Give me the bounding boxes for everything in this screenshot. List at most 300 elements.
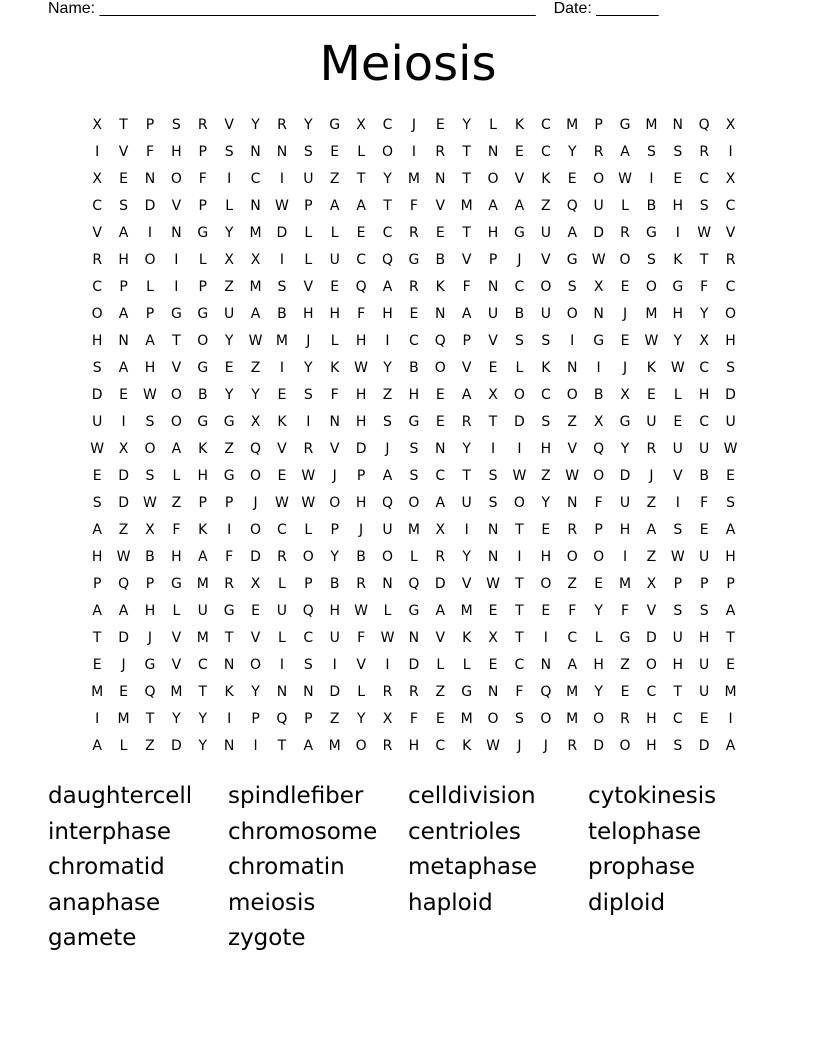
- grid-letter: A: [725, 738, 736, 754]
- grid-letter: K: [514, 117, 525, 133]
- grid-letter: L: [225, 198, 234, 214]
- grid-letter: O: [593, 711, 605, 727]
- grid-letter: A: [250, 306, 261, 322]
- grid-letter: E: [541, 522, 551, 538]
- grid-letter: R: [382, 684, 393, 700]
- grid-letter: O: [725, 306, 737, 322]
- grid-letter: P: [304, 198, 313, 214]
- grid-letter: X: [118, 441, 129, 457]
- grid-letter: A: [620, 144, 630, 160]
- grid-letter: A: [435, 495, 446, 511]
- grid-letter: N: [435, 441, 446, 457]
- grid-letter: U: [619, 495, 631, 511]
- word-bank-row: [48, 922, 768, 958]
- grid-row: [84, 654, 744, 681]
- grid-letter: R: [409, 279, 419, 295]
- grid-letter: H: [408, 738, 420, 754]
- grid-letter: O: [250, 468, 262, 484]
- grid-letter: O: [408, 495, 420, 511]
- grid-letter: O: [434, 360, 446, 376]
- grid-letter: N: [487, 549, 499, 565]
- grid-letter: E: [515, 144, 524, 160]
- grid-letter: O: [144, 252, 156, 268]
- grid-letter: I: [596, 360, 601, 376]
- grid-letter: I: [174, 252, 179, 268]
- grid-letter: L: [515, 360, 524, 376]
- grid-letter: W: [512, 468, 527, 484]
- grid-letter: L: [172, 468, 181, 484]
- grid-letter: P: [198, 495, 207, 511]
- grid-letter: C: [540, 144, 551, 160]
- grid-letter: I: [728, 144, 733, 160]
- grid-letter: D: [250, 549, 261, 565]
- grid-letter: S: [699, 603, 709, 619]
- grid-letter: T: [699, 252, 709, 268]
- grid-letter: C: [303, 630, 314, 646]
- grid-letter: R: [593, 144, 604, 160]
- grid-letter: T: [515, 522, 524, 538]
- grid-letter: M: [566, 684, 579, 700]
- grid-letter: U: [672, 630, 683, 646]
- grid-letter: O: [540, 576, 552, 592]
- grid-letter: R: [277, 117, 287, 133]
- grid-letter: E: [673, 171, 683, 187]
- grid-letter: O: [170, 171, 182, 187]
- grid-row: [84, 384, 744, 411]
- grid-letter: Q: [144, 684, 156, 700]
- grid-letter: M: [566, 117, 579, 133]
- grid-letter: W: [301, 468, 316, 484]
- grid-letter: E: [673, 414, 683, 430]
- grid-letter: G: [593, 333, 605, 349]
- grid-letter: H: [408, 387, 420, 403]
- grid-letter: O: [513, 387, 525, 403]
- grid-letter: X: [646, 576, 657, 592]
- grid-letter: V: [646, 603, 657, 619]
- word-bank-item: cytokinesis: [588, 783, 717, 809]
- grid-letter: A: [118, 225, 129, 241]
- grid-letter: M: [196, 630, 209, 646]
- grid-letter: L: [278, 630, 286, 646]
- grid-letter: H: [171, 549, 182, 565]
- grid-letter: A: [145, 333, 155, 349]
- grid-letter: Y: [330, 549, 339, 565]
- date-field-label: Date: _______: [553, 0, 659, 17]
- grid-letter: Y: [541, 495, 551, 511]
- grid-letter: D: [646, 630, 657, 646]
- grid-letter: K: [462, 630, 472, 646]
- grid-letter: V: [514, 171, 525, 187]
- grid-letter: H: [197, 468, 209, 484]
- grid-letter: O: [329, 495, 341, 511]
- grid-letter: U: [593, 198, 604, 214]
- grid-letter: O: [566, 387, 578, 403]
- grid-letter: O: [170, 387, 182, 403]
- grid-letter: P: [304, 576, 313, 592]
- grid-letter: A: [382, 279, 393, 295]
- grid-letter: V: [224, 117, 234, 133]
- grid-letter: E: [92, 468, 102, 484]
- grid-letter: Z: [224, 441, 234, 457]
- grid-letter: W: [670, 549, 685, 565]
- grid-letter: N: [540, 657, 552, 673]
- grid-letter: I: [332, 657, 337, 673]
- grid-letter: R: [725, 252, 736, 268]
- grid-letter: E: [435, 387, 445, 403]
- grid-letter: Y: [620, 441, 630, 457]
- grid-letter: A: [725, 603, 736, 619]
- grid-letter: S: [673, 522, 683, 538]
- grid-letter: X: [435, 522, 446, 538]
- grid-letter: Y: [224, 333, 234, 349]
- grid-letter: R: [646, 441, 657, 457]
- grid-letter: M: [645, 117, 658, 133]
- grid-letter: Q: [593, 441, 605, 457]
- grid-letter: G: [408, 252, 420, 268]
- grid-letter: N: [250, 198, 261, 214]
- grid-letter: P: [726, 576, 735, 592]
- grid-letter: J: [253, 495, 258, 511]
- grid-letter: G: [197, 360, 209, 376]
- grid-letter: O: [144, 441, 156, 457]
- grid-letter: E: [620, 684, 630, 700]
- grid-letter: I: [675, 495, 680, 511]
- grid-letter: V: [171, 360, 182, 376]
- grid-letter: S: [699, 198, 709, 214]
- grid-letter: G: [223, 603, 235, 619]
- grid-letter: O: [487, 171, 499, 187]
- grid-letter: I: [95, 711, 100, 727]
- grid-letter: E: [409, 306, 419, 322]
- grid-letter: S: [673, 738, 683, 754]
- grid-letter: U: [699, 441, 710, 457]
- grid-letter: H: [725, 549, 736, 565]
- grid-letter: A: [488, 198, 498, 214]
- grid-letter: G: [197, 306, 209, 322]
- grid-letter: L: [278, 576, 286, 592]
- grid-letter: Y: [251, 387, 260, 403]
- grid-letter: H: [144, 360, 156, 376]
- grid-row: [84, 222, 744, 249]
- grid-letter: L: [489, 117, 497, 133]
- grid-letter: K: [277, 414, 287, 430]
- grid-letter: Y: [304, 360, 313, 376]
- grid-letter: C: [725, 198, 736, 214]
- grid-letter: H: [725, 333, 736, 349]
- grid-letter: R: [409, 684, 419, 700]
- grid-letter: O: [593, 468, 605, 484]
- grid-letter: D: [593, 225, 604, 241]
- grid-letter: S: [383, 414, 392, 430]
- word-bank-item: celldivision: [408, 783, 536, 809]
- grid-letter: Y: [356, 711, 366, 727]
- grid-letter: N: [566, 495, 578, 511]
- word-bank-item: gamete: [48, 925, 137, 952]
- grid-letter: T: [515, 630, 524, 646]
- grid-letter: T: [119, 117, 128, 133]
- grid-letter: N: [435, 171, 446, 187]
- grid-letter: R: [620, 711, 630, 727]
- grid-row: [84, 627, 744, 654]
- grid-letter: S: [145, 414, 155, 430]
- grid-letter: C: [92, 198, 103, 214]
- word-bank-item: zygote: [228, 925, 306, 952]
- grid-letter: C: [356, 252, 366, 268]
- grid-letter: F: [145, 144, 154, 160]
- grid-letter: P: [462, 333, 471, 349]
- grid-letter: H: [91, 549, 103, 565]
- grid-letter: Z: [567, 576, 578, 592]
- grid-letter: P: [145, 576, 155, 592]
- grid-letter: G: [645, 225, 657, 241]
- grid-letter: A: [356, 198, 366, 214]
- grid-letter: S: [224, 144, 234, 160]
- grid-letter: F: [700, 495, 709, 511]
- grid-letter: D: [118, 630, 129, 646]
- grid-letter: U: [276, 603, 288, 619]
- grid-letter: E: [330, 279, 340, 295]
- grid-letter: W: [143, 495, 157, 511]
- grid-letter: E: [699, 522, 709, 538]
- grid-letter: O: [487, 711, 499, 727]
- grid-letter: W: [354, 360, 369, 376]
- word-bank-item: prophase: [588, 854, 696, 881]
- grid-letter: C: [92, 279, 103, 295]
- grid-letter: Z: [329, 171, 340, 187]
- grid-letter: S: [145, 468, 155, 484]
- grid-letter: C: [567, 630, 578, 646]
- word-bank-item: meiosis: [228, 889, 316, 916]
- grid-letter: N: [487, 144, 499, 160]
- grid-letter: A: [92, 603, 102, 619]
- grid-letter: P: [145, 117, 155, 133]
- grid-letter: O: [355, 738, 367, 754]
- grid-letter: P: [145, 306, 155, 322]
- grid-letter: K: [198, 441, 208, 457]
- grid-letter: X: [699, 333, 709, 349]
- grid-letter: M: [724, 684, 737, 700]
- grid-letter: Y: [462, 549, 471, 565]
- grid-letter: V: [435, 630, 446, 646]
- grid-letter: O: [540, 279, 552, 295]
- grid-letter: X: [382, 711, 393, 727]
- grid-letter: Z: [224, 279, 234, 295]
- grid-letter: F: [225, 549, 234, 565]
- grid-letter: V: [171, 630, 182, 646]
- grid-letter: H: [619, 522, 631, 538]
- grid-letter: G: [461, 684, 473, 700]
- grid-letter: W: [644, 333, 659, 349]
- grid-letter: R: [303, 441, 314, 457]
- grid-letter: O: [619, 252, 631, 268]
- grid-letter: G: [223, 468, 235, 484]
- grid-letter: E: [224, 360, 234, 376]
- grid-letter: Y: [198, 738, 208, 754]
- grid-letter: T: [383, 198, 392, 214]
- grid-letter: P: [224, 495, 234, 511]
- grid-letter: E: [646, 387, 656, 403]
- grid-letter: P: [92, 576, 102, 592]
- grid-letter: N: [593, 306, 604, 322]
- grid-letter: J: [543, 738, 548, 754]
- grid-letter: T: [198, 684, 208, 700]
- grid-letter: Z: [646, 549, 657, 565]
- grid-letter: W: [354, 603, 369, 619]
- grid-letter: Q: [381, 495, 393, 511]
- grid-letter: W: [670, 360, 685, 376]
- grid-letter: Q: [302, 603, 314, 619]
- word-bank-row: [48, 816, 768, 852]
- grid-row: [84, 411, 744, 438]
- grid-letter: S: [646, 144, 656, 160]
- grid-letter: F: [620, 603, 630, 619]
- grid-letter: R: [461, 414, 472, 430]
- grid-letter: V: [725, 225, 736, 241]
- grid-letter: O: [381, 549, 393, 565]
- grid-letter: P: [330, 522, 339, 538]
- grid-letter: E: [541, 603, 551, 619]
- grid-letter: N: [303, 684, 314, 700]
- grid-letter: X: [488, 387, 498, 403]
- grid-row: [84, 114, 744, 141]
- grid-letter: K: [224, 684, 234, 700]
- grid-letter: M: [407, 522, 420, 538]
- grid-letter: Y: [251, 117, 260, 133]
- grid-row: [84, 303, 744, 330]
- grid-letter: A: [303, 738, 314, 754]
- grid-letter: R: [356, 576, 366, 592]
- grid-letter: N: [276, 684, 288, 700]
- grid-letter: A: [118, 603, 129, 619]
- grid-letter: J: [517, 252, 522, 268]
- grid-letter: A: [118, 360, 129, 376]
- grid-letter: I: [385, 333, 390, 349]
- grid-letter: M: [117, 711, 130, 727]
- grid-letter: L: [462, 657, 471, 673]
- grid-letter: I: [464, 522, 469, 538]
- grid-letter: Q: [381, 252, 393, 268]
- grid-letter: L: [594, 630, 603, 646]
- grid-letter: S: [303, 387, 313, 403]
- grid-letter: V: [277, 441, 287, 457]
- grid-letter: G: [329, 117, 341, 133]
- grid-letter: H: [672, 198, 684, 214]
- grid-letter: I: [227, 711, 232, 727]
- grid-letter: P: [251, 711, 260, 727]
- grid-letter: E: [726, 468, 735, 484]
- grid-letter: H: [646, 738, 657, 754]
- grid-letter: S: [515, 333, 524, 349]
- grid-letter: D: [170, 738, 182, 754]
- grid-letter: Y: [462, 441, 471, 457]
- grid-letter: D: [725, 387, 736, 403]
- grid-letter: X: [593, 414, 604, 430]
- grid-letter: E: [277, 387, 287, 403]
- page-title: Meiosis: [319, 36, 497, 92]
- grid-letter: O: [381, 144, 393, 160]
- grid-letter: G: [619, 630, 631, 646]
- grid-letter: W: [486, 576, 500, 592]
- grid-letter: I: [279, 252, 284, 268]
- grid-letter: I: [517, 441, 522, 457]
- grid-letter: V: [303, 279, 314, 295]
- grid-letter: S: [541, 333, 551, 349]
- grid-letter: U: [699, 684, 710, 700]
- grid-letter: W: [486, 738, 500, 754]
- grid-letter: L: [621, 198, 629, 214]
- grid-letter: O: [250, 522, 262, 538]
- grid-letter: J: [147, 630, 153, 646]
- grid-letter: S: [277, 279, 287, 295]
- grid-letter: Y: [224, 225, 234, 241]
- header: [48, 0, 659, 18]
- grid-row: [84, 357, 744, 384]
- grid-letter: K: [462, 738, 472, 754]
- grid-letter: N: [435, 306, 446, 322]
- grid-letter: U: [487, 306, 499, 322]
- word-bank-item: anaphase: [48, 889, 161, 916]
- grid-letter: A: [725, 522, 736, 538]
- grid-row: [84, 276, 744, 303]
- grid-letter: J: [649, 468, 654, 484]
- grid-letter: Y: [594, 603, 603, 619]
- grid-letter: I: [649, 171, 654, 187]
- grid-letter: D: [329, 684, 341, 700]
- grid-letter: C: [408, 333, 419, 349]
- grid-letter: C: [699, 414, 710, 430]
- grid-letter: A: [514, 198, 525, 214]
- grid-letter: Z: [620, 657, 630, 673]
- grid-letter: E: [488, 603, 498, 619]
- grid-letter: W: [301, 495, 316, 511]
- grid-letter: X: [725, 117, 736, 133]
- grid-letter: H: [672, 306, 684, 322]
- grid-letter: Y: [172, 711, 181, 727]
- grid-letter: H: [118, 252, 129, 268]
- grid-letter: U: [92, 414, 103, 430]
- grid-letter: E: [330, 144, 340, 160]
- grid-letter: W: [618, 171, 632, 187]
- grid-letter: Q: [276, 711, 288, 727]
- grid-letter: X: [250, 414, 261, 430]
- grid-letter: Y: [594, 684, 603, 700]
- grid-letter: P: [673, 576, 683, 592]
- grid-letter: B: [145, 549, 155, 565]
- grid-letter: R: [435, 144, 446, 160]
- grid-letter: U: [461, 495, 472, 511]
- grid-row: [84, 546, 744, 573]
- grid-letter: E: [92, 657, 102, 673]
- grid-letter: V: [92, 225, 102, 241]
- grid-letter: E: [251, 603, 260, 619]
- grid-letter: S: [673, 603, 683, 619]
- grid-letter: T: [356, 171, 366, 187]
- grid-letter: A: [567, 657, 578, 673]
- grid-letter: I: [385, 657, 390, 673]
- grid-letter: L: [304, 522, 313, 538]
- grid-letter: O: [170, 414, 182, 430]
- grid-letter: T: [673, 684, 683, 700]
- grid-letter: T: [462, 468, 471, 484]
- grid-letter: F: [568, 603, 577, 619]
- grid-letter: Y: [251, 684, 260, 700]
- grid-letter: H: [355, 333, 367, 349]
- grid-letter: J: [622, 306, 628, 322]
- grid-letter: T: [172, 333, 181, 349]
- grid-letter: L: [330, 225, 339, 241]
- grid-letter: Z: [118, 522, 129, 538]
- grid-letter: D: [514, 414, 525, 430]
